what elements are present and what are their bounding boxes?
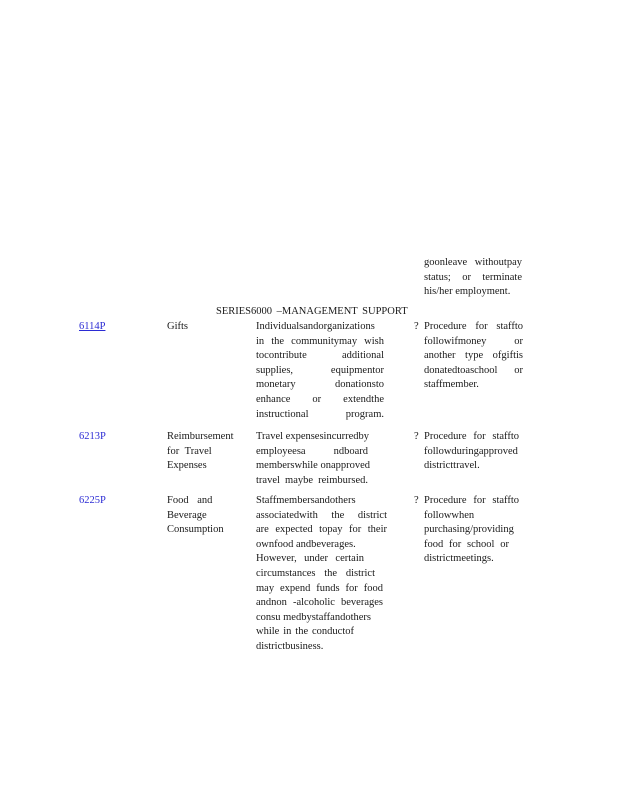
text-line: Reimbursement [167,431,234,442]
procedure-description [424,430,519,474]
text-line: Travel expensesincurredby [256,431,370,442]
text-line: circumstances the district [256,567,375,579]
policy-number-link[interactable]: 6114P [79,321,106,332]
text-line: employeesa ndboard [256,445,368,457]
continued-procedure-cell [424,256,522,300]
policy-title [167,430,234,474]
text-line: tocontribute additional [256,350,384,362]
text-line: monetary donationsto [256,379,384,391]
text-line: for Travel [167,445,212,457]
text-line: districtbusiness. [256,640,324,652]
text-line: Procedure for staffto [424,495,519,506]
policy-title [167,320,237,335]
bullet-glyph: ? [414,431,419,442]
text-line: goonleave withoutpay [424,257,522,268]
text-line: may expend funds for food [256,582,383,594]
text-line: ownfood andbeverages. [256,538,356,550]
procedure-description [424,320,523,393]
text-line: districttravel. [424,460,480,472]
bullet-glyph: ? [414,321,419,332]
text-line: his/her employment. [424,286,511,298]
policy-description [256,430,371,488]
text-line: enhance or extendthe [256,393,384,405]
text-line: in the communitymay wish [256,335,384,347]
text-line: Gifts [167,321,188,332]
text-line: are expected topay for their [256,524,387,536]
text-line: associatedwith the district [256,509,387,521]
text-line: Beverage [167,509,207,521]
bullet-glyph: ? [414,495,419,506]
text-line: followduringapproved [424,445,518,457]
text-line: supplies, equipmentor [256,364,384,376]
text-line: travel maybe reimbursed. [256,474,368,486]
text-line: followifmoney or [424,335,523,347]
series-heading: SERIES6000 –MANAGEMENT SUPPORT [216,306,408,317]
text-line: followwhen [424,509,475,521]
text-line: Food and [167,495,213,506]
policy-number: 6213P [79,431,106,442]
text-line: while in the conductof [256,626,354,638]
text-line: districtmeetings. [424,553,494,565]
text-line: andnon -alcoholic beverages [256,597,383,609]
text-line: Procedure for staffto [424,321,523,332]
text-line: another type ofgiftis [424,350,523,362]
text-line: Procedure for staffto [424,431,519,442]
text-line: purchasing/providing [424,524,514,536]
text-line: Consumption [167,524,224,536]
policy-description [256,320,384,422]
text-line: instructional program. [256,408,384,420]
policy-description [256,494,387,655]
policy-title [167,494,227,538]
policy-number: 6225P [79,495,106,506]
text-line: Staffmembersandothers [256,495,356,506]
procedure-description [424,494,519,567]
text-line: donatedtoaschool or [424,364,523,376]
text-line: Individualsandorganizations [256,321,375,332]
text-line: staffmember. [424,379,479,391]
text-line: memberswhile onapproved [256,460,371,472]
text-line: food for school or [424,538,509,550]
text-line: However, under certain [256,553,364,565]
text-line: Expenses [167,460,207,472]
text-line: consu medbystaffandothers [256,611,371,623]
text-line: status; or terminate [424,271,522,283]
